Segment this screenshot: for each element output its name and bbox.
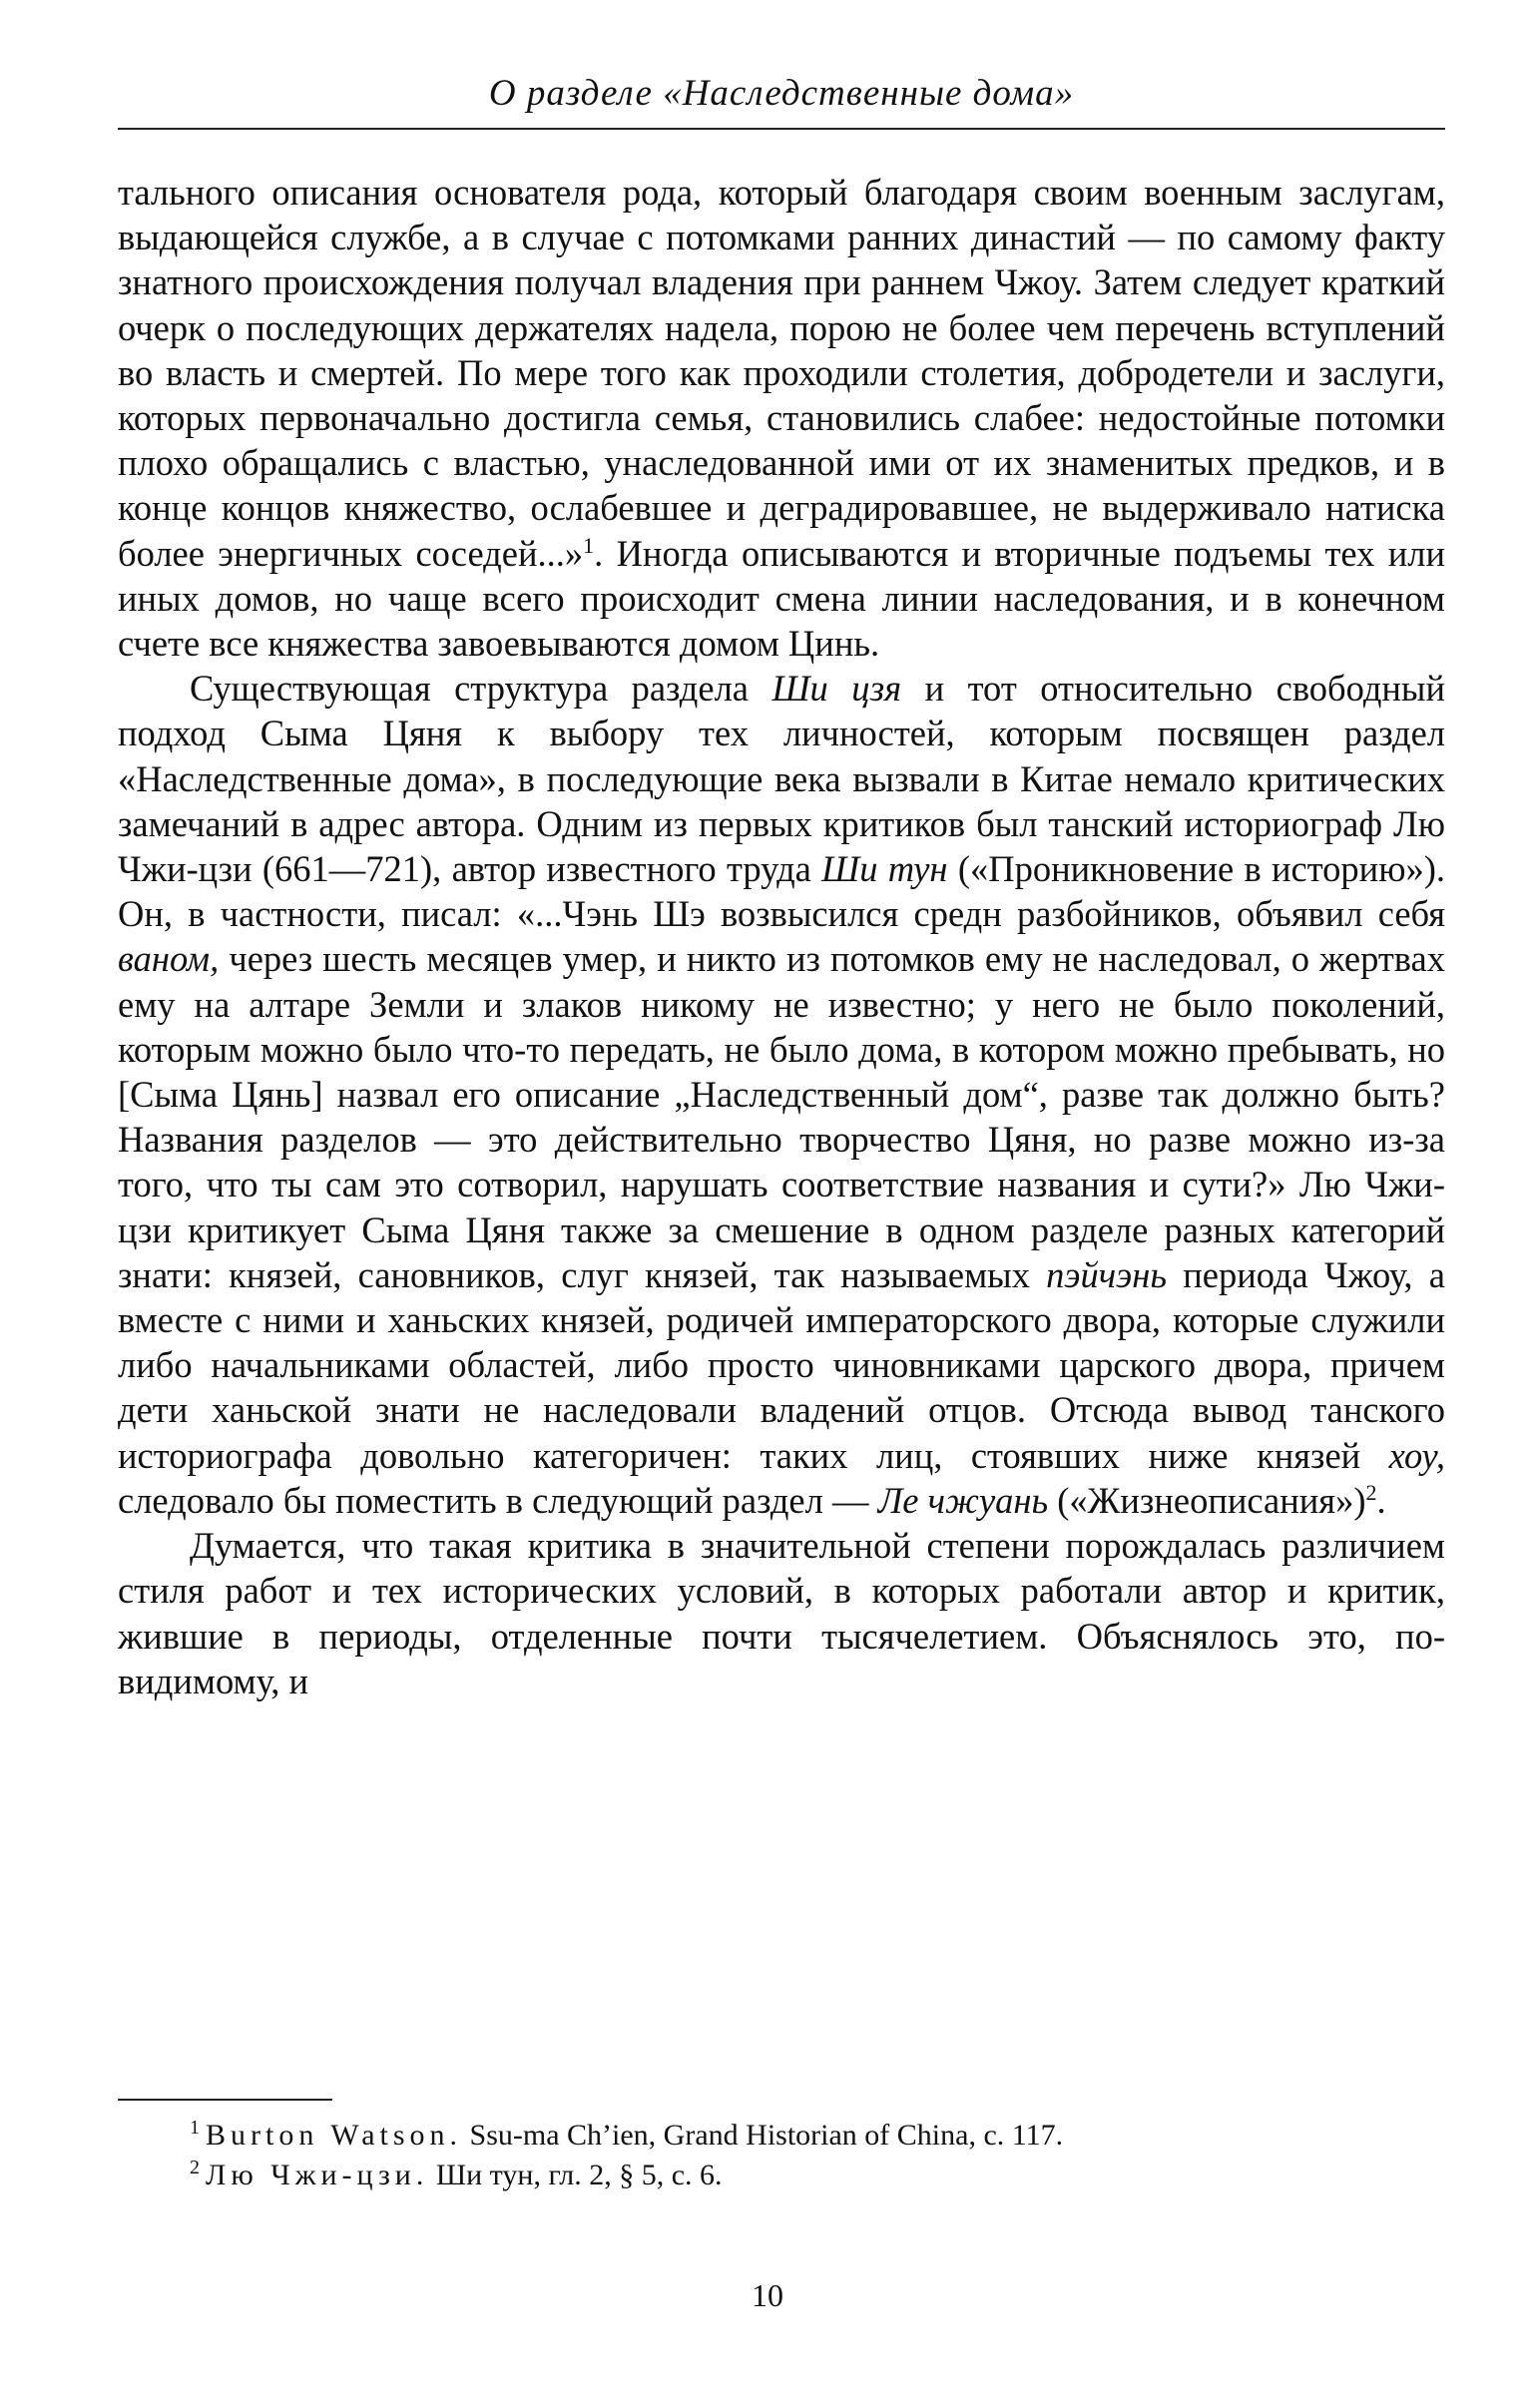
p2-italic-shi-tun: Ши тун bbox=[821, 848, 948, 890]
p2-text-2: и тот относительно свободный подход Сыма Цяня к выбору тех личностей, которым посвящен раздел «Наследственные дома», в последующие века вызвали в Китае немало критических замечаний в адрес автора. Одним из первых критиков был танский историограф Лю Чжи-цзи (661—721), автор известного труда bbox=[118, 668, 1445, 890]
p3-text-1: Думается, что такая критика в значительной степени порождалась различием стиля работ и тех исторических условий, в которых работали автор и критик, жившие в периоды, отделенные почти тысячелетием. Объяснялось это, по-видимому, и bbox=[118, 1525, 1445, 1701]
p2-text-3: («Проникновение в историю»). Он, в частности, писал: «...Чэнь Шэ возвысился средн разбойников, объявил себя bbox=[118, 848, 1446, 935]
p2-italic-le-chzhuan: Ле чжуань bbox=[877, 1479, 1049, 1521]
paragraph-2 bbox=[118, 666, 1445, 1523]
p2-text-7: («Жизнеописания») bbox=[1048, 1479, 1366, 1521]
p2-italic-hou: хоу, bbox=[1388, 1434, 1445, 1476]
p2-italic-vanom: ваном, bbox=[118, 938, 220, 980]
footnote-author: Лю Чжи-цзи. bbox=[206, 2159, 429, 2191]
footnote-text: Ши тун, гл. 2, § 5, с. 6. bbox=[435, 2159, 723, 2191]
p2-text-5: периода Чжоу, а вместе с ними и ханьских князей, родичей императорского двора, которые служили либо начальниками областей, либо просто чиновниками царского двора, причем дети ханьской знати не наследовали владений отцов. Отсюда вывод танского историографа довольно категоричен: таких лиц, стоявших ниже князей bbox=[118, 1253, 1445, 1476]
header-rule bbox=[118, 128, 1445, 130]
p2-text-6: следовало бы поместить в следующий раздел — bbox=[118, 1479, 878, 1521]
footnote-author: Burton Watson. bbox=[206, 2119, 463, 2152]
footnote-rule bbox=[118, 2099, 332, 2101]
main-text bbox=[118, 170, 1445, 1703]
footnote-text: Ssu-ma Ch’ien, Grand Historian of China, с. 117. bbox=[469, 2119, 1064, 2152]
footnote-2 bbox=[118, 2156, 1445, 2195]
p2-italic-peichen: пэйчэнь bbox=[1046, 1253, 1167, 1295]
p2-text-1: Существующая структура раздела bbox=[190, 668, 772, 710]
footnote-ref-1: 1 bbox=[583, 532, 595, 558]
footnote-mark: 2 bbox=[190, 2157, 200, 2178]
p2-italic-shi-czya: Ши цзя bbox=[771, 668, 902, 710]
footnotes bbox=[118, 2116, 1445, 2195]
p2-text-8: . bbox=[1376, 1479, 1386, 1521]
p1-text-1: тального описания основателя рода, который благодаря своим военным заслугам, выдающейся службе, а в случае с потомками ранних династий — по самому факту знатного происхождения получал владения при раннем Чжоу. Затем следует краткий очерк о последующих держателях надела, порою не более чем перечень вступлений во власть и смертей. По мере того как проходили столетия, добродетели и заслуги, которых первоначально достигла семья, становились слабее: недостойные потомки плохо обращались с властью, унаследованной ими от их знаменитых предков, и в конце концов княжество, ослабевшее и деградировавшее, не выдерживало натиска более энергичных соседей...» bbox=[118, 172, 1445, 574]
footnote-mark: 1 bbox=[190, 2117, 200, 2139]
page-number: 10 bbox=[752, 2277, 783, 2313]
paragraph-3 bbox=[118, 1523, 1445, 1703]
paragraph-1 bbox=[118, 170, 1445, 666]
footnote-1 bbox=[118, 2116, 1445, 2156]
running-title: О разделе «Наследственные дома» bbox=[488, 73, 1075, 114]
p1-text-2: . Иногда описываются и вторичные подъемы тех или иных домов, но чаще всего происходит смена линии наследования, и в конечном счете все княжества завоевываются домом Цинь. bbox=[118, 532, 1445, 665]
footnote-ref-2: 2 bbox=[1365, 1479, 1377, 1505]
p2-text-4: через шесть месяцев умер, и никто из потомков ему не наследовал, о жертвах ему на алтаре Земли и злаков никому не известно; у него не было поколений, которым можно было что-то передать, не было дома, в котором можно пребывать, но [Сыма Цянь] назвал его описание „Наследственный дом“, разве так должно быть? Названия разделов — это действительно творчество Цяня, но разве можно из-за того, что ты сам это сотворил, нарушать соответствие названия и сути?» Лю Чжи-цзи критикует Сыма Цяня также за смешение в одном разделе разных категорий знати: князей, сановников, слуг князей, так называемых bbox=[118, 938, 1445, 1295]
